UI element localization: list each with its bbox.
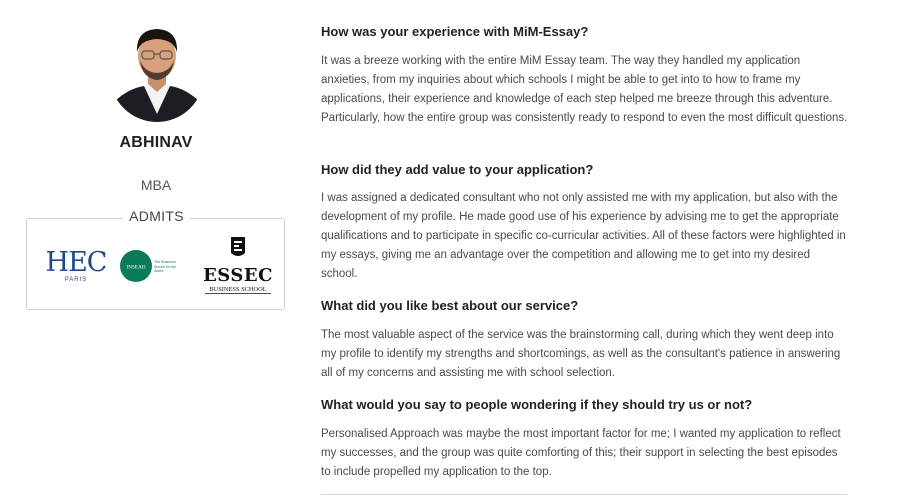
profile-card (0, 0, 310, 500)
essec-logo-sub: BUSINESS SCHOOL (209, 286, 267, 293)
answer-text: I was assigned a dedicated consultant who not only assisted me with my application, but also with the development of my profile. He made good use of his experience by advising me to get the appropriate qualifications and to participate in specific co-curricular activities. All of these factors were highlighted in my essays, giving me an advantage over the competition and allowing me to get into my desired school. (321, 192, 846, 280)
admits-label: ADMITS (123, 208, 190, 224)
question-heading: How did they add value to your application? (321, 162, 594, 177)
hec-logo-sub: PARIS (64, 277, 88, 283)
question-heading: What did you like best about our service? (321, 298, 579, 313)
divider (321, 494, 847, 495)
hec-logo (41, 249, 111, 285)
question-heading: What would you say to people wondering if they should try us or not? (321, 397, 753, 412)
essec-logo (203, 235, 273, 299)
hec-logo-text: HEC (45, 247, 107, 278)
question-heading: How was your experience with MiM-Essay? (321, 24, 589, 39)
answer-text: It was a breeze working with the entire MiM Essay team. The way they handled my application anxieties, from my inquiries about which schools I might be able to get into to how to frame my applications, their experience and knowledge of each step helped me breeze through this adventure. Particularly, how the entire group was consistently ready to respond to even the most difficult questions. (321, 55, 848, 124)
insead-logo-tagline: The Business School for the World (154, 260, 177, 274)
avatar (110, 18, 204, 122)
insead-logo-text: INSEAD (126, 264, 146, 271)
essec-logo-text: ESSEC (203, 265, 273, 286)
insead-logo (119, 249, 185, 285)
profile-program: MBA (140, 177, 172, 193)
answer-text: Personalised Approach was maybe the most important factor for me; I wanted my application to reflect my successes, and the group was quite comforting of this; their support in selecting the best episodes to include propelled my application to the top. (321, 428, 841, 478)
admits-box (26, 208, 285, 310)
answer-text: The most valuable aspect of the service was the brainstorming call, during which they went deep into my profile to identify my strengths and shortcomings, as well as the consultant's patience in answering all of my concerns and assisting me with school selection. (321, 329, 841, 379)
profile-name: ABHINAV (119, 134, 193, 151)
